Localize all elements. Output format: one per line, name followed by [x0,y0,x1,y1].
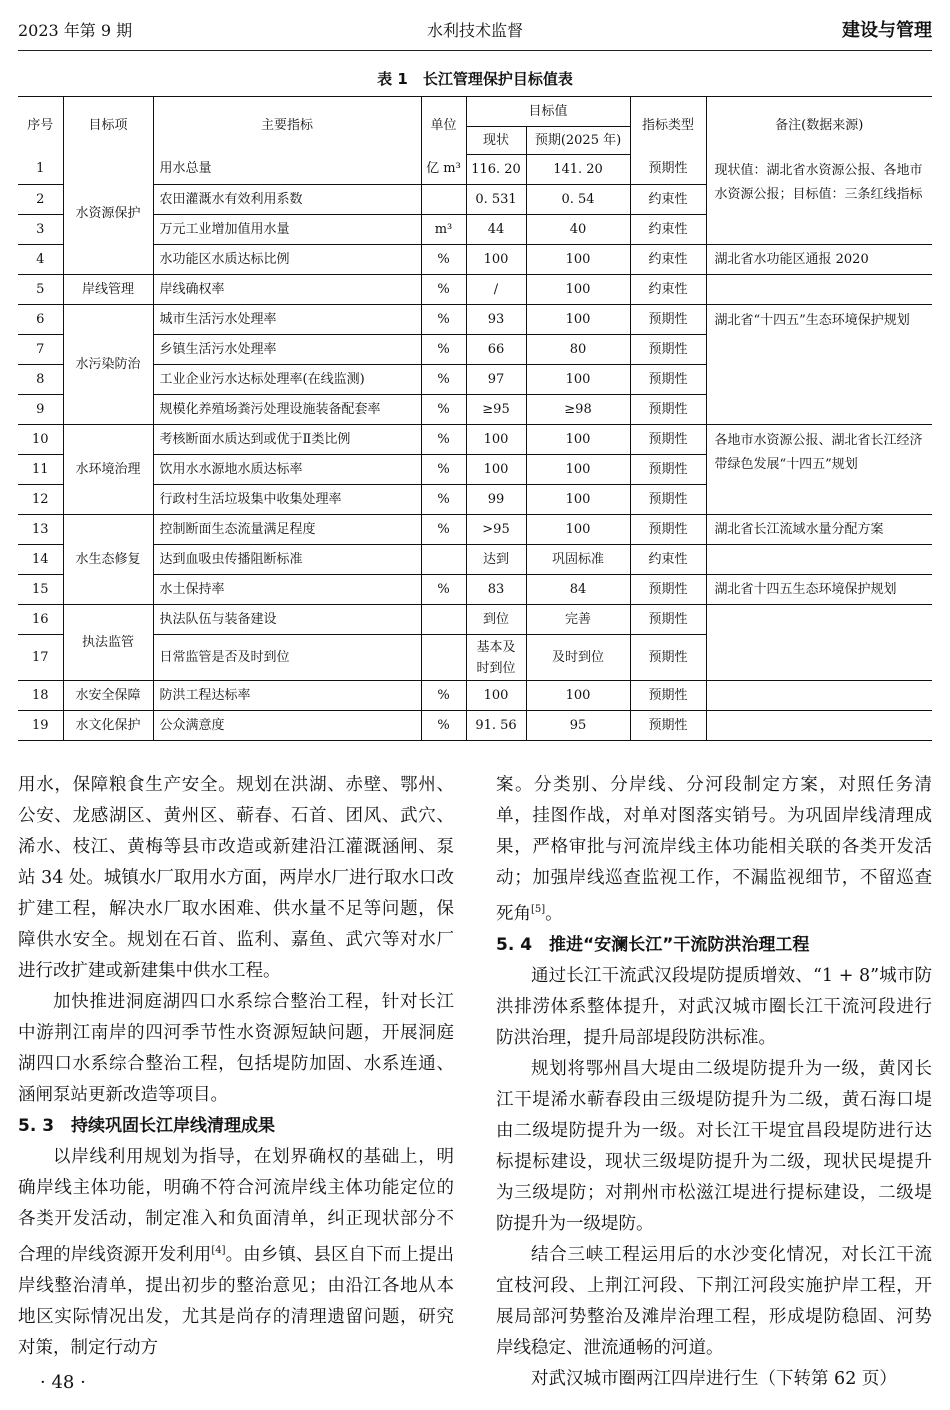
page-number: · 48 · [40,1372,86,1393]
table-row: 7 乡镇生活污水处理率 % 66 80 预期性 [18,335,932,365]
table-row: 9 规模化养殖场粪污处理设施装备配套率 % ≥95 ≥98 预期性 [18,395,932,425]
th-expected: 预期(2025 年) [526,127,630,155]
table-row: 13 水生态修复 控制断面生态流量满足程度 % >95 100 预期性 湖北省长江流域水量分配方案 [18,515,932,545]
table-row: 10 水环境治理 考核断面水质达到或优于Ⅱ类比例 % 100 100 预期性 各地市水资源公报、湖北省长江经济带绿色发展“十四五”规划 [18,425,932,455]
th-indicator: 主要指标 [153,97,421,155]
table-row: 5 岸线管理 岸线确权率 % / 100 约束性 [18,275,932,305]
citation-ref: [5] [531,904,546,915]
paragraph: 对武汉城市圈两江四岸进行生（下转第 62 页） [531,1368,897,1389]
header-rule [18,50,932,51]
group-cell: 水环境治理 [63,425,153,515]
note-cell: 各地市水资源公报、湖北省长江经济带绿色发展“十四五”规划 [706,425,932,515]
th-target-value: 目标值 [466,97,630,127]
citation-ref: [4] [211,1245,226,1256]
note-cell: 湖北省十四五生态环境保护规划 [706,575,932,605]
th-note: 备注(数据来源) [706,97,932,155]
table-row: 3 万元工业增加值用水量 m³ 44 40 约束性 [18,215,932,245]
section-heading-5-3: 5. 3 持续巩固长江岸线清理成果 [18,1116,276,1136]
journal-title: 水利技术监督 [426,21,523,40]
running-header [18,18,932,46]
table-row: 16 执法监管 执法队伍与装备建设 到位 完善 预期性 [18,605,932,635]
table-row: 1 水资源保护 用水总量 亿 m³ 116. 20 141. 20 预期性 现状值：湖北省水资源公报、各地市水资源公报；目标值：三条红线指标 [18,155,932,185]
group-cell: 水安全保障 [63,681,153,711]
th-unit: 单位 [421,97,466,155]
journal-issue: 2023 年第 9 期 [18,21,133,40]
table-row: 6 水污染防治 城市生活污水处理率 % 93 100 预期性 湖北省“十四五”生态环境保护规划 [18,305,932,335]
group-cell: 水资源保护 [63,155,153,275]
section-title: 建设与管理 [842,20,932,41]
group-cell: 岸线管理 [63,275,153,305]
target-table [18,96,932,741]
paragraph: 通过长江干流武汉段堤防提质增效、“1 + 8”城市防洪排涝体系整体提升，对武汉城市圈长江干流河段进行防洪治理，提升局部堤段防洪标准。 [496,965,932,1048]
th-seq: 序号 [18,97,63,155]
note-cell: 现状值：湖北省水资源公报、各地市水资源公报；目标值：三条红线指标 [714,162,923,202]
note-cell: 湖北省长江流域水量分配方案 [706,515,932,545]
left-column [18,770,454,1364]
th-type: 指标类型 [630,97,706,155]
right-column [496,770,932,1395]
table-row: 12 行政村生活垃圾集中收集处理率 % 99 100 预期性 [18,485,932,515]
paragraph: 以岸线利用规划为指导，在划界确权的基础上，明确岸线主体功能，明确不符合河流岸线主体功能定位的各类开发活动，制定准入和负面清单，纠正现状部分不合理的岸线资源开发利用[4]。由乡镇、县区自下而上提出岸线整治清单，提出初步的整治意见；由沿江各地从本地区实际情况出发，尤其是尚存的清理遗留问题，研究对策，制定行动方 [18,1147,455,1358]
note-cell: 湖北省“十四五”生态环境保护规划 [706,305,932,425]
table-row: 17 日常监管是否及时到位 基本及时到位 及时到位 预期性 [18,635,932,681]
group-cell: 执法监管 [63,605,153,681]
group-cell: 水污染防治 [63,305,153,425]
group-cell: 水生态修复 [63,515,153,605]
table-row: 18 水安全保障 防洪工程达标率 % 100 100 预期性 [18,681,932,711]
paragraph: 加快推进洞庭湖四口水系综合整治工程，针对长江中游荆江南岸的四河季节性水资源短缺问题，开展洞庭湖四口水系综合整治工程，包括堤防加固、水系连通、涵闸泵站更新改造等项目。 [18,992,454,1105]
group-cell: 水文化保护 [63,711,153,741]
table-row: 19 水文化保护 公众满意度 % 91. 56 95 预期性 [18,711,932,741]
table-row: 11 饮用水水源地水质达标率 % 100 100 预期性 [18,455,932,485]
paragraph: 用水，保障粮食生产安全。规划在洪湖、赤壁、鄂州、公安、龙感湖区、黄州区、蕲春、石首、团风、武穴、浠水、枝江、黄梅等县市改造或新建沿江灌溉涵闸、泵站 34 处。城镇水厂取用水方面，两岸水厂进行取水口改扩建工程，解决水厂取水困难、供水量不足等问题，保障供水安全。规划在石首、监利、嘉鱼、武穴等对水厂进行改扩建或新建集中供水工程。 [18,775,454,981]
table-caption: 表 1 长江管理保护目标值表 [377,70,573,88]
th-current: 现状 [466,127,526,155]
paragraph: 规划将鄂州昌大堤由二级堤防提升为一级，黄冈长江干堤浠水蕲春段由三级堤防提升为二级，黄石海口堤由二级堤防提升为一级。对长江干堤宜昌段堤防进行达标提标建设，现状三级堤防提升为二级，现状民堤提升为三级堤防；对荆州市松滋江堤进行提标建设，二级堤防提升为一级堤防。 [496,1058,932,1234]
table-row: 4 水功能区水质达标比例 % 100 100 约束性 湖北省水功能区通报 2020 [18,245,932,275]
note-cell: 湖北省水功能区通报 2020 [706,245,932,275]
section-heading-5-4: 5. 4 推进“安澜长江”干流防洪治理工程 [496,934,810,955]
th-target: 目标项 [63,97,153,155]
table-row: 2 农田灌溉水有效利用系数 0. 531 0. 54 约束性 [18,185,932,215]
table-row: 8 工业企业污水达标处理率(在线监测) % 97 100 预期性 [18,365,932,395]
paragraph: 结合三峡工程运用后的水沙变化情况，对长江干流宜枝河段、上荆江河段、下荆江河段实施护岸工程，开展局部河势整治及滩岸治理工程，形成堤防稳固、河势岸线稳定、泄流通畅的河道。 [496,1244,932,1358]
table-row: 15 水土保持率 % 83 84 预期性 湖北省十四五生态环境保护规划 [18,575,932,605]
table-row: 14 达到血吸虫传播阻断标准 达到 巩固标准 约束性 [18,545,932,575]
paragraph: 案。分类别、分岸线、分河段制定方案，对照任务清单，挂图作战，对单对图落实销号。为巩固岸线清理成果，严格审批与河流岸线主体功能相关联的各类开发活动；加强岸线巡查监视工作，不漏监视细节，不留巡查死角[5]。 [496,775,932,924]
